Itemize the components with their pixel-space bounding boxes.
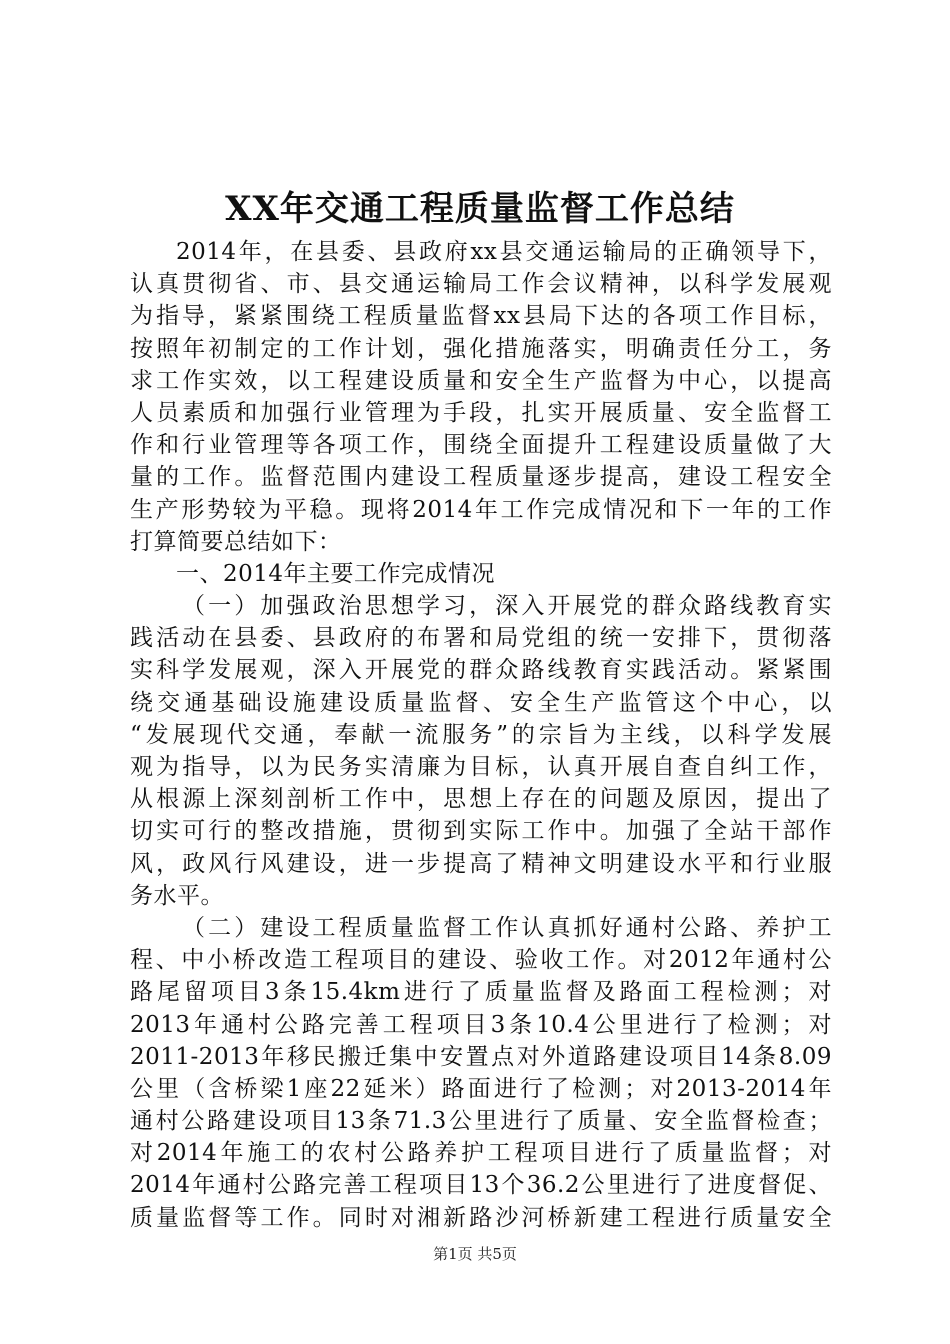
body-line: 观为指导，以为民务实清廉为目标，认真开展自查自纠工作， [130,754,832,780]
body-line: 切实可行的整改措施，贯彻到实际工作中。加强了全站干部作 [130,818,832,845]
body-line: 实科学发展观，深入开展党的群众路线教育实践活动。紧紧围 [130,657,832,684]
body-line: 2013年通村公路完善工程项目3条10.4公里进行了检测；对 [130,1011,832,1038]
body-line: 求工作实效，以工程建设质量和安全生产监督为中心，以提高 [130,367,832,394]
page-footer: 第1页 共5页 [433,1245,517,1263]
body-line: 公里（含桥梁1座22延米）路面进行了检测；对2013-2014年 [130,1075,832,1102]
body-line: 质量监督等工作。同时对湘新路沙河桥新建工程进行质量安全 [130,1204,832,1231]
document-title: XX年交通工程质量监督工作总结 [225,189,735,229]
body-line: 风，政风行风建设，进一步提高了精神文明建设水平和行业服 [130,850,832,877]
subsection-line: （二）建设工程质量监督工作认真抓好通村公路、养护工 [182,914,832,941]
body-line: 通村公路建设项目13条71.3公里进行了质量、安全监督检查； [130,1108,832,1135]
body-line: 程、中小桥改造工程项目的建设、验收工作。对2012年通村公 [130,947,832,974]
body-line: 绕交通基础设施建设质量监督、安全生产监管这个中心，以 [130,689,832,716]
body-line: 为指导，紧紧围绕工程质量监督xx县局下达的各项工作目标， [130,303,832,330]
body-line: 对2014年施工的农村公路养护工程项目进行了质量监督；对 [130,1140,832,1167]
body-line: 2011-2013年移民搬迁集中安置点对外道路建设项目14条8.09 [130,1043,832,1070]
body-line: 生产形势较为平稳。现将2014年工作完成情况和下一年的工作 [130,496,832,523]
body-line: 路尾留项目3条15.4km进行了质量监督及路面工程检测；对 [130,979,832,1006]
body-line: 2014年，在县委、县政府xx县交通运输局的正确领导下， [176,239,832,265]
body-line: 认真贯彻省、市、县交通运输局工作会议精神，以科学发展观 [130,271,832,298]
body-line: 务水平。 [130,882,224,909]
body-line: 按照年初制定的工作计划，强化措施落实，明确责任分工，务 [130,335,832,362]
body-line: 从根源上深刻剖析工作中，思想上存在的问题及原因，提出了 [130,786,832,813]
body-line: “发展现代交通，奉献一流服务”的宗旨为主线，以科学发展 [130,721,832,748]
subsection-line: （一）加强政治思想学习，深入开展党的群众路线教育实 [182,593,832,620]
body-line: 作和行业管理等各项工作，围绕全面提升工程建设质量做了大 [130,432,832,459]
body-line: 人员素质和加强行业管理为手段，扎实开展质量、安全监督工 [130,399,832,426]
body-line: 量的工作。监督范围内建设工程质量逐步提高，建设工程安全 [130,464,832,491]
section-heading: 一、2014年主要工作完成情况 [176,560,496,587]
document-body [130,236,832,1234]
body-line: 践活动在县委、县政府的布署和局党组的统一安排下，贯彻落 [130,625,832,652]
body-line: 2014年通村公路完善工程项目13个36.2公里进行了进度督促、 [130,1172,832,1199]
body-line: 打算简要总结如下： [130,528,342,555]
